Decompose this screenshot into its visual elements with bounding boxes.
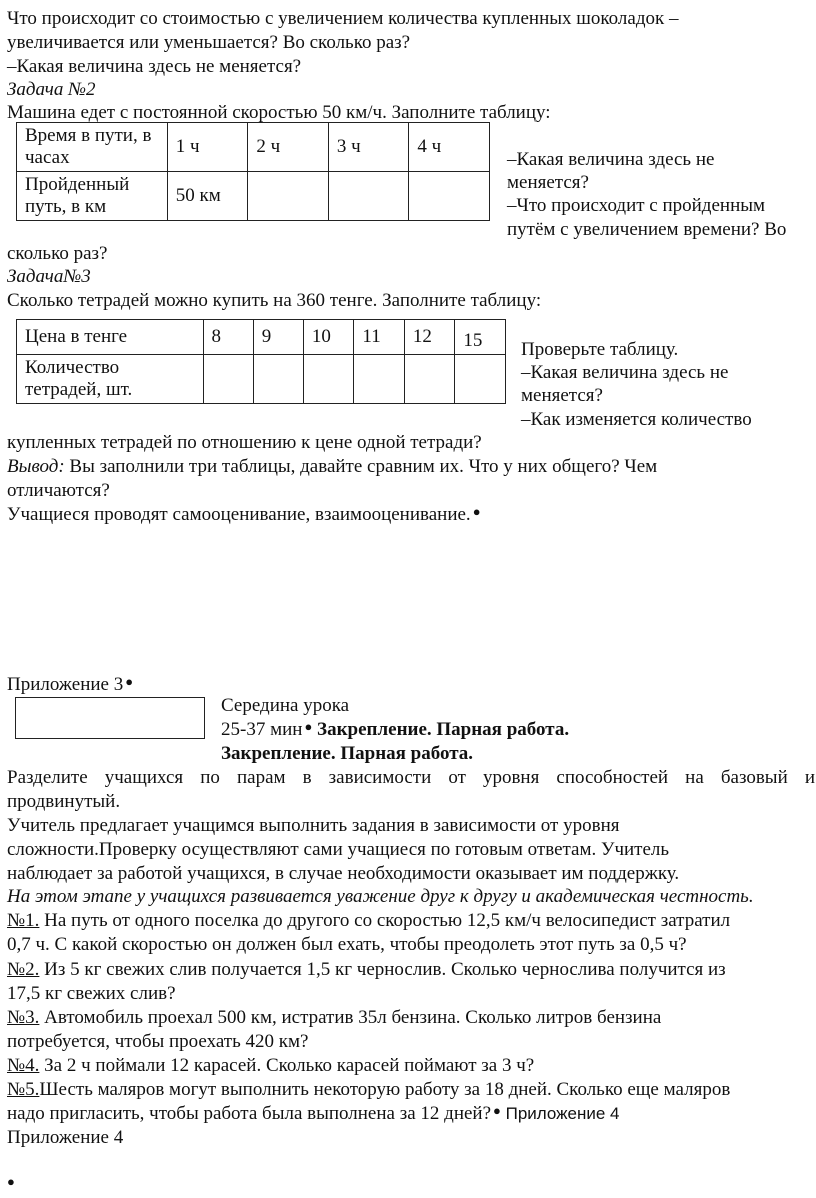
table-cell: 9 — [253, 320, 303, 355]
bullet-icon: ● — [472, 504, 481, 519]
problem-2-number: №2. — [7, 959, 40, 980]
lesson-time: 25-37 мин — [221, 719, 303, 740]
table-cell: 15 — [455, 320, 506, 355]
intro-line-2: увеличивается или уменьшается? Во сколько раз? — [7, 32, 411, 53]
table-cell: 8 — [203, 320, 253, 355]
problem-3-text: Автомобиль проехал 500 км, истратив 35л бензина. Сколько литров бензина — [39, 1007, 662, 1028]
table-cell: 10 — [303, 320, 354, 355]
problem-3-number: №3. — [7, 1007, 40, 1028]
task3-side-1: Проверьте таблицу. — [521, 339, 679, 360]
appendix3-title-text: Приложение 3 — [7, 674, 124, 695]
consolidation-title-2: Закрепление. Парная работа. — [221, 743, 474, 764]
italic-note: На этом этапе у учащихся развивается уважение друг к другу и академическая честность. — [7, 886, 754, 907]
task3-text: Сколько тетрадей можно купить на 360 тенге. Заполните таблицу: — [7, 290, 542, 311]
intro-line-3: –Какая величина здесь не меняется? — [7, 56, 302, 77]
table-cell — [409, 172, 490, 221]
table-cell: 12 — [404, 320, 455, 355]
conclusion-text-3: Учащиеся проводят самооценивание, взаимооценивание. — [7, 504, 471, 525]
problem-5-line-1 — [7, 1078, 730, 1101]
table-cell: 4 ч — [409, 123, 490, 172]
task2-continuation: сколько раз? — [7, 243, 108, 264]
table-cell — [253, 355, 303, 404]
table-cell — [455, 355, 506, 404]
problem-3-line-2: потребуется, чтобы проехать 420 км? — [7, 1031, 309, 1052]
problem-2-line-1 — [7, 958, 726, 981]
bullet-icon: ● — [125, 674, 134, 689]
table-cell: 1 ч — [167, 123, 248, 172]
conclusion-line-3 — [7, 503, 481, 527]
problem-1-number: №1. — [7, 910, 40, 931]
table-cell: 50 км — [167, 172, 248, 221]
problem-5-text-2: надо пригласить, чтобы работа была выполнена за 12 дней? — [7, 1103, 492, 1124]
conclusion-label: Вывод: — [7, 456, 65, 477]
paragraph-2a: Учитель предлагает учащимся выполнить задания в зависимости от уровня — [7, 815, 620, 836]
empty-box — [15, 697, 205, 739]
task3-side-4: –Как изменяется количество — [521, 409, 752, 430]
conclusion-line-2: отличаются? — [7, 480, 110, 501]
problem-4-line — [7, 1054, 534, 1077]
problem-2-text: Из 5 кг свежих слив получается 1,5 кг чернослив. Сколько чернослива получится из — [39, 959, 726, 980]
problem-5-text: Шесть маляров могут выполнить некоторую работу за 18 дней. Сколько еще маляров — [39, 1079, 731, 1100]
table-cell — [328, 172, 409, 221]
task3-continuation: купленных тетрадей по отношению к цене одной тетради? — [7, 432, 482, 453]
appendix4-inline: Приложение 4 — [500, 1104, 620, 1123]
task2-side-1: –Какая величина здесь не — [507, 149, 715, 170]
task3-heading: Задача№3 — [7, 266, 91, 287]
problem-5-line-2 — [7, 1102, 620, 1126]
paragraph-2c: наблюдает за работой учащихся, в случае необходимости оказывает им поддержку. — [7, 863, 680, 884]
task3-side-3: меняется? — [521, 385, 603, 406]
problem-4-number: №4. — [7, 1055, 40, 1076]
problem-1-line-1 — [7, 909, 730, 932]
lesson-middle: Середина урока — [221, 695, 350, 716]
intro-line-1: Что происходит со стоимостью с увеличением количества купленных шоколадок – — [7, 8, 679, 29]
table-cell: 2 ч — [248, 123, 329, 172]
paragraph-1a: Разделите учащихся по парам в зависимости от уровня способностей на базовый и — [7, 767, 815, 788]
task2-side-4: путём с увеличением времени? Во — [507, 219, 787, 240]
table-cell: 11 — [354, 320, 404, 355]
conclusion-text-1: Вы заполнили три таблицы, давайте сравним их. Что у них общего? Чем — [64, 456, 658, 477]
appendix4-title: Приложение 4 — [7, 1127, 124, 1148]
table-cell: Количество тетрадей, шт. — [17, 355, 204, 404]
table-cell — [248, 172, 329, 221]
task2-side-3: –Что происходит с пройденным — [507, 195, 766, 216]
table-cell — [354, 355, 404, 404]
appendix3-title — [7, 673, 133, 697]
table-cell — [303, 355, 354, 404]
problem-2-line-2: 17,5 кг свежих слив? — [7, 983, 176, 1004]
task2-heading: Задача №2 — [7, 79, 96, 100]
problem-3-line-1 — [7, 1006, 661, 1029]
paragraph-1b: продвинутый. — [7, 791, 121, 812]
paragraph-2b: сложности.Проверку осуществляют сами учащиеся по готовым ответам. Учитель — [7, 839, 670, 860]
task2-side-2: меняется? — [507, 172, 589, 193]
table-cell: 3 ч — [328, 123, 409, 172]
bullet-icon: ● — [7, 1174, 15, 1189]
consolidation-title: Закрепление. Парная работа. — [312, 719, 570, 740]
bullet-icon: ● — [493, 1103, 501, 1118]
bullet-icon: ● — [304, 719, 313, 734]
problem-1-line-2: 0,7 ч. С какой скоростью он должен был ехать, чтобы преодолеть этот путь за 0,5 ч? — [7, 934, 687, 955]
task2-text: Машина едет с постоянной скоростью 50 км/ч. Заполните таблицу: — [7, 102, 551, 123]
table-cell: Время в пути, в часах — [17, 123, 168, 172]
table-cell: Цена в тенге — [17, 320, 204, 355]
table-cell: Пройденный путь, в км — [17, 172, 168, 221]
lesson-time-line — [221, 718, 569, 742]
problem-4-text: За 2 ч поймали 12 карасей. Сколько карасей поймают за 3 ч? — [39, 1055, 535, 1076]
problem-1-text: На путь от одного поселка до другого со скоростью 12,5 км/ч велосипедист затратил — [39, 910, 731, 931]
task3-table — [16, 319, 506, 404]
task3-side-2: –Какая величина здесь не — [521, 362, 729, 383]
conclusion-line-1 — [7, 455, 657, 478]
table-cell — [203, 355, 253, 404]
table-cell — [404, 355, 455, 404]
problem-5-number: №5. — [7, 1079, 40, 1100]
task2-table — [16, 122, 490, 221]
